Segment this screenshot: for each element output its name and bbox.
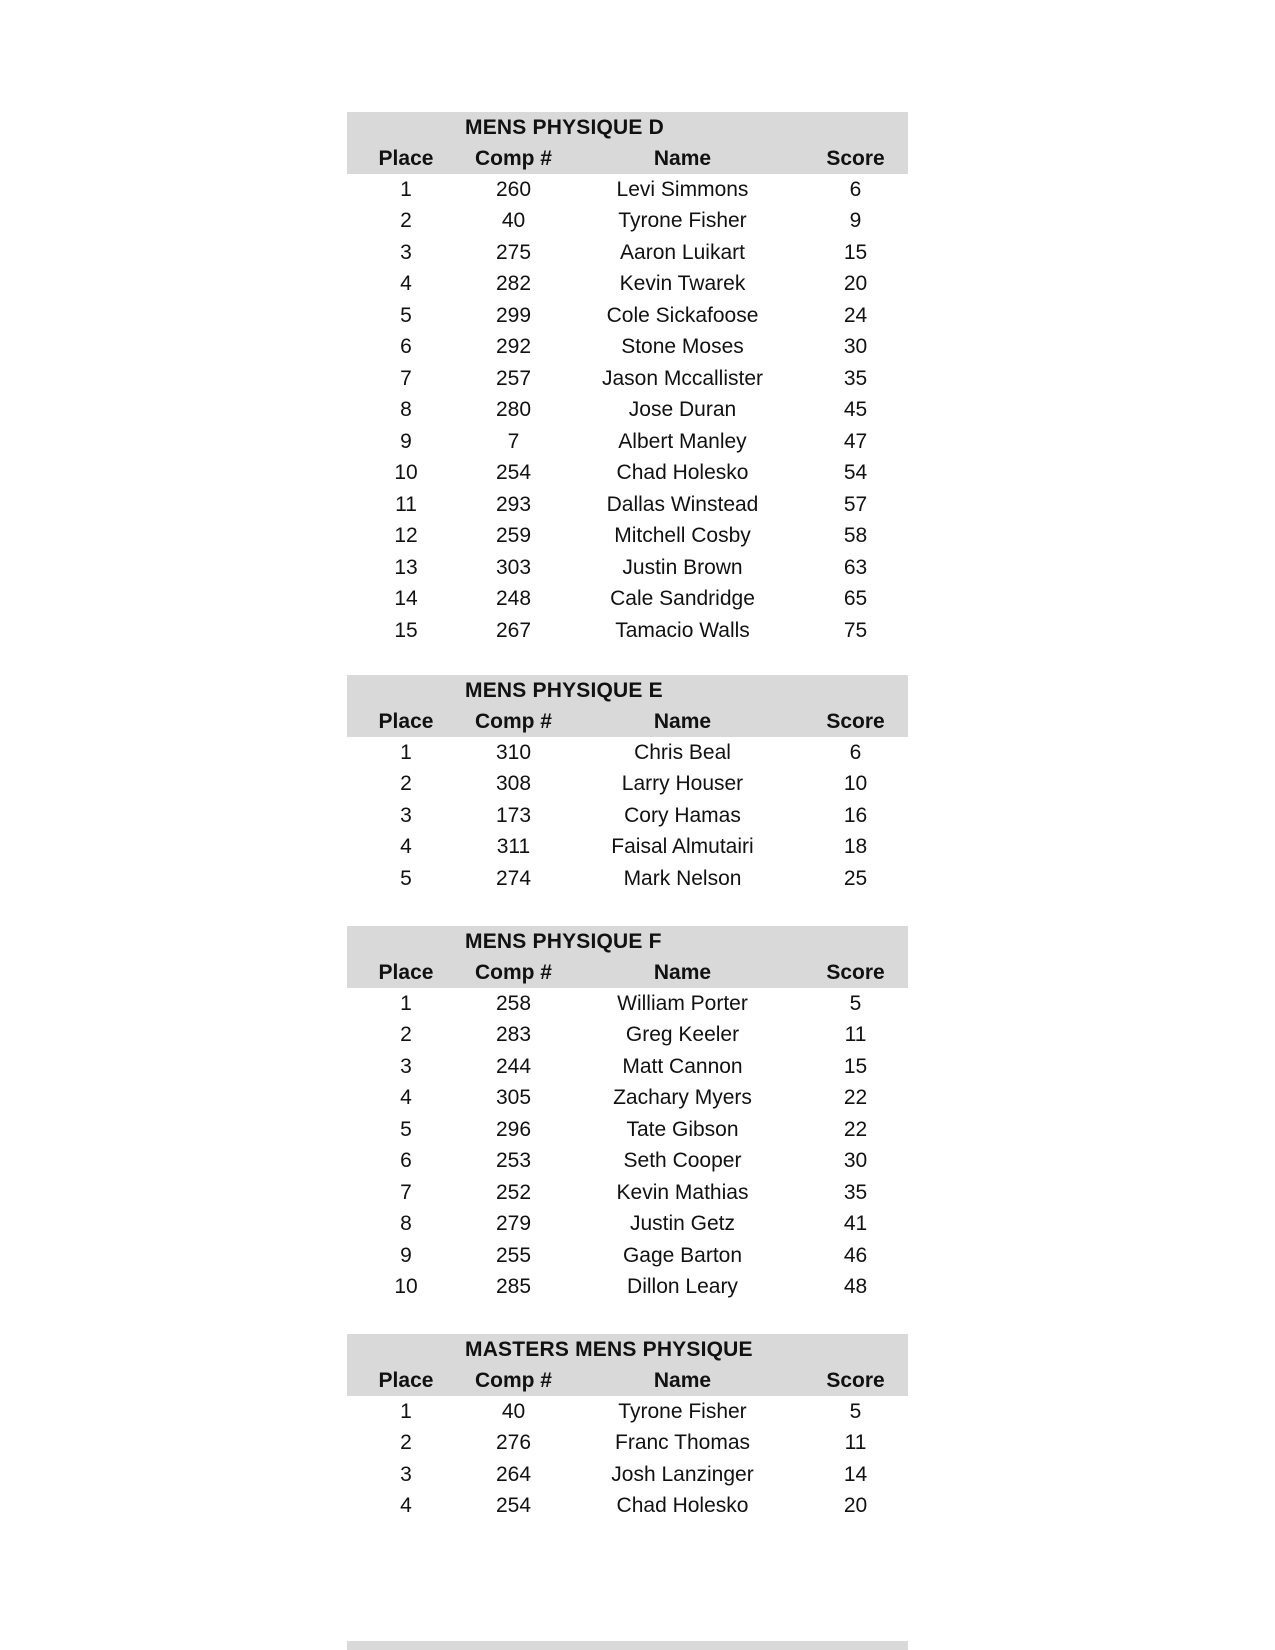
column-header-score: Score (826, 1368, 885, 1392)
cell-name: Greg Keeler (625, 1023, 740, 1047)
cell-comp-number: 311 (496, 835, 531, 859)
column-header-place: Place (378, 960, 434, 984)
cell-place: 2 (400, 209, 412, 233)
table-row (347, 237, 908, 269)
cell-comp-number: 257 (495, 366, 532, 390)
column-header-comp-number: Comp # (474, 1368, 552, 1392)
table-row (347, 737, 908, 769)
cell-comp-number: 293 (495, 492, 532, 516)
cell-name: Gage Barton (622, 1243, 743, 1267)
cell-comp-number: 260 (495, 177, 532, 201)
table-row (347, 832, 908, 864)
cell-score: 57 (843, 492, 868, 516)
cell-place: 2 (400, 1023, 412, 1047)
cell-name: Kevin Twarek (619, 272, 746, 296)
table-column-header-row (347, 1365, 908, 1396)
cell-comp-number: 276 (495, 1431, 532, 1455)
table-row (347, 269, 908, 301)
cell-place: 10 (394, 461, 418, 485)
table-header (347, 1334, 908, 1396)
cell-name: Tate Gibson (626, 1117, 739, 1141)
table-row (347, 1459, 908, 1491)
column-header-place: Place (378, 146, 434, 170)
cell-place: 12 (394, 524, 418, 548)
cell-place: 7 (400, 366, 412, 390)
table-row (347, 489, 908, 521)
cell-comp-number: 303 (495, 555, 532, 579)
table-title-row (347, 112, 908, 143)
table-row (347, 1177, 908, 1209)
column-header-name: Name (653, 960, 712, 984)
column-header-place: Place (378, 709, 434, 733)
cell-comp-number: 258 (495, 991, 532, 1015)
cell-name: Larry Houser (621, 772, 744, 796)
table-row (347, 300, 908, 332)
table-row (347, 1114, 908, 1146)
table-row (347, 1020, 908, 1052)
cell-name: Stone Moses (621, 335, 744, 359)
cell-name: Mark Nelson (623, 866, 742, 890)
cell-comp-number: 255 (495, 1243, 532, 1267)
cell-place: 8 (400, 398, 412, 422)
cell-place: 3 (400, 1054, 412, 1078)
cell-score: 5 (849, 991, 862, 1015)
results-table-3 (347, 926, 908, 1303)
cell-name: Faisal Almutairi (611, 835, 754, 859)
cell-comp-number: 275 (495, 240, 532, 264)
table-title: MENS PHYSIQUE F (465, 929, 662, 953)
cell-place: 5 (400, 1117, 412, 1141)
cell-score: 30 (843, 335, 868, 359)
cell-score: 75 (843, 618, 868, 642)
table-title-row (347, 926, 908, 957)
table-row (347, 1240, 908, 1272)
table-row (347, 1396, 908, 1428)
cell-place: 3 (400, 803, 412, 827)
table-row (347, 800, 908, 832)
cell-comp-number: 279 (495, 1212, 532, 1236)
table-row (347, 395, 908, 427)
table-row (347, 1146, 908, 1178)
cell-score: 46 (843, 1243, 868, 1267)
cell-comp-number: 252 (495, 1180, 532, 1204)
table-title: MENS PHYSIQUE D (465, 115, 665, 139)
cell-comp-number: 299 (495, 303, 532, 327)
cell-comp-number: 264 (495, 1462, 532, 1486)
table-row (347, 584, 908, 616)
table-title: MASTERS MENS PHYSIQUE (465, 1337, 753, 1361)
cell-comp-number: 7 (507, 429, 520, 453)
column-header-name: Name (653, 709, 712, 733)
cell-score: 47 (843, 429, 868, 453)
cell-place: 10 (394, 1275, 418, 1299)
cell-score: 22 (843, 1117, 868, 1141)
cell-name: Zachary Myers (613, 1086, 752, 1110)
cell-score: 58 (843, 524, 868, 548)
cell-name: Jason Mccallister (601, 366, 764, 390)
cell-score: 41 (843, 1212, 868, 1236)
cell-score: 35 (843, 366, 868, 390)
table-row (347, 206, 908, 238)
cell-name: Cory Hamas (624, 803, 741, 827)
table-title: MENS PHYSIQUE E (465, 678, 663, 702)
cell-place: 3 (400, 240, 412, 264)
cell-place: 13 (394, 555, 418, 579)
table-row (347, 426, 908, 458)
table-row (347, 1428, 908, 1460)
results-table-2 (347, 675, 908, 895)
cell-name: Mitchell Cosby (614, 524, 751, 548)
cell-score: 16 (843, 803, 868, 827)
table-row (347, 1083, 908, 1115)
cell-comp-number: 253 (495, 1149, 532, 1173)
cell-place: 7 (400, 1180, 412, 1204)
results-table-1 (347, 112, 908, 647)
cell-comp-number: 280 (495, 398, 532, 422)
cell-score: 10 (843, 772, 868, 796)
cell-name: Cole Sickafoose (606, 303, 759, 327)
cell-comp-number: 40 (501, 209, 526, 233)
cell-comp-number: 267 (495, 618, 532, 642)
cell-name: Justin Getz (629, 1212, 736, 1236)
cell-name: William Porter (617, 991, 748, 1015)
cell-place: 1 (400, 991, 412, 1015)
cell-score: 14 (843, 1462, 868, 1486)
cell-name: Dallas Winstead (606, 492, 759, 516)
table-row (347, 769, 908, 801)
table-row (347, 332, 908, 364)
cell-score: 5 (849, 1399, 862, 1423)
cell-score: 24 (843, 303, 868, 327)
cell-name: Kevin Mathias (616, 1180, 749, 1204)
cell-place: 3 (400, 1462, 412, 1486)
table-header (347, 112, 908, 174)
table-column-header-row (347, 957, 908, 988)
column-header-name: Name (653, 1368, 712, 1392)
table-row (347, 863, 908, 895)
cell-place: 5 (400, 303, 412, 327)
cell-comp-number: 296 (495, 1117, 532, 1141)
table-body (347, 988, 908, 1303)
cell-place: 15 (394, 618, 418, 642)
table-row (347, 552, 908, 584)
cell-score: 22 (843, 1086, 868, 1110)
cell-name: Dillon Leary (627, 1275, 738, 1299)
column-header-comp-number: Comp # (474, 146, 552, 170)
partial-table-header-strip (347, 1641, 908, 1650)
cell-place: 14 (394, 587, 418, 611)
cell-comp-number: 308 (495, 772, 532, 796)
cell-score: 65 (843, 587, 868, 611)
cell-name: Tyrone Fisher (618, 209, 747, 233)
cell-comp-number: 282 (495, 272, 532, 296)
table-row (347, 615, 908, 647)
cell-name: Seth Cooper (623, 1149, 742, 1173)
cell-name: Jose Duran (628, 398, 737, 422)
cell-name: Chris Beal (634, 740, 731, 764)
column-header-comp-number: Comp # (474, 960, 552, 984)
cell-place: 9 (400, 1243, 412, 1267)
cell-name: Franc Thomas (615, 1431, 750, 1455)
column-header-score: Score (826, 146, 885, 170)
column-header-score: Score (826, 960, 885, 984)
cell-name: Chad Holesko (616, 1494, 749, 1518)
cell-place: 11 (395, 492, 417, 516)
cell-score: 63 (843, 555, 868, 579)
cell-name: Chad Holesko (616, 461, 749, 485)
table-title-row (347, 1334, 908, 1365)
cell-name: Tyrone Fisher (618, 1399, 747, 1423)
cell-score: 45 (843, 398, 868, 422)
cell-score: 11 (844, 1023, 867, 1047)
cell-name: Matt Cannon (622, 1054, 743, 1078)
table-title-row (347, 675, 908, 706)
table-row (347, 1209, 908, 1241)
cell-score: 15 (843, 240, 868, 264)
column-header-place: Place (378, 1368, 434, 1392)
cell-comp-number: 248 (495, 587, 532, 611)
table-body (347, 737, 908, 895)
cell-comp-number: 285 (495, 1275, 532, 1299)
cell-score: 20 (843, 272, 868, 296)
results-table-4 (347, 1334, 908, 1522)
cell-place: 5 (400, 866, 412, 890)
cell-place: 1 (400, 1399, 412, 1423)
cell-place: 9 (400, 429, 412, 453)
cell-name: Cale Sandridge (610, 587, 755, 611)
cell-place: 1 (400, 177, 412, 201)
table-column-header-row (347, 706, 908, 737)
cell-comp-number: 40 (501, 1399, 526, 1423)
cell-score: 54 (843, 461, 868, 485)
table-row (347, 458, 908, 490)
cell-comp-number: 259 (495, 524, 532, 548)
cell-score: 48 (843, 1275, 868, 1299)
cell-score: 35 (843, 1180, 868, 1204)
column-header-score: Score (826, 709, 885, 733)
table-row (347, 988, 908, 1020)
cell-comp-number: 310 (495, 740, 532, 764)
cell-score: 6 (849, 177, 862, 201)
table-column-header-row (347, 143, 908, 174)
cell-place: 2 (400, 1431, 412, 1455)
cell-place: 4 (400, 1494, 412, 1518)
cell-score: 6 (849, 740, 862, 764)
table-body (347, 1396, 908, 1522)
cell-comp-number: 254 (495, 461, 532, 485)
cell-place: 6 (400, 1149, 412, 1173)
cell-name: Levi Simmons (616, 177, 749, 201)
cell-comp-number: 173 (495, 803, 532, 827)
table-row (347, 174, 908, 206)
cell-comp-number: 254 (495, 1494, 532, 1518)
cell-comp-number: 244 (495, 1054, 532, 1078)
table-row (347, 1272, 908, 1304)
cell-place: 2 (400, 772, 412, 796)
cell-score: 30 (843, 1149, 868, 1173)
table-row (347, 1491, 908, 1523)
cell-comp-number: 283 (495, 1023, 532, 1047)
cell-comp-number: 292 (495, 335, 532, 359)
cell-name: Tamacio Walls (615, 618, 750, 642)
table-row (347, 521, 908, 553)
cell-comp-number: 305 (495, 1086, 532, 1110)
cell-place: 4 (400, 272, 412, 296)
cell-place: 8 (400, 1212, 412, 1236)
cell-comp-number: 274 (495, 866, 532, 890)
cell-score: 9 (849, 209, 862, 233)
table-row (347, 363, 908, 395)
cell-name: Albert Manley (618, 429, 747, 453)
table-body (347, 174, 908, 647)
table-header (347, 675, 908, 737)
table-row (347, 1051, 908, 1083)
cell-place: 6 (400, 335, 412, 359)
cell-score: 25 (843, 866, 868, 890)
column-header-name: Name (653, 146, 712, 170)
table-header (347, 926, 908, 988)
cell-name: Josh Lanzinger (611, 1462, 754, 1486)
cell-score: 11 (844, 1431, 867, 1455)
cell-score: 15 (843, 1054, 868, 1078)
cell-place: 4 (400, 1086, 412, 1110)
column-header-comp-number: Comp # (474, 709, 552, 733)
cell-score: 20 (843, 1494, 868, 1518)
cell-name: Aaron Luikart (620, 240, 745, 264)
cell-name: Justin Brown (622, 555, 743, 579)
cell-score: 18 (843, 835, 868, 859)
cell-place: 1 (400, 740, 412, 764)
cell-place: 4 (400, 835, 412, 859)
